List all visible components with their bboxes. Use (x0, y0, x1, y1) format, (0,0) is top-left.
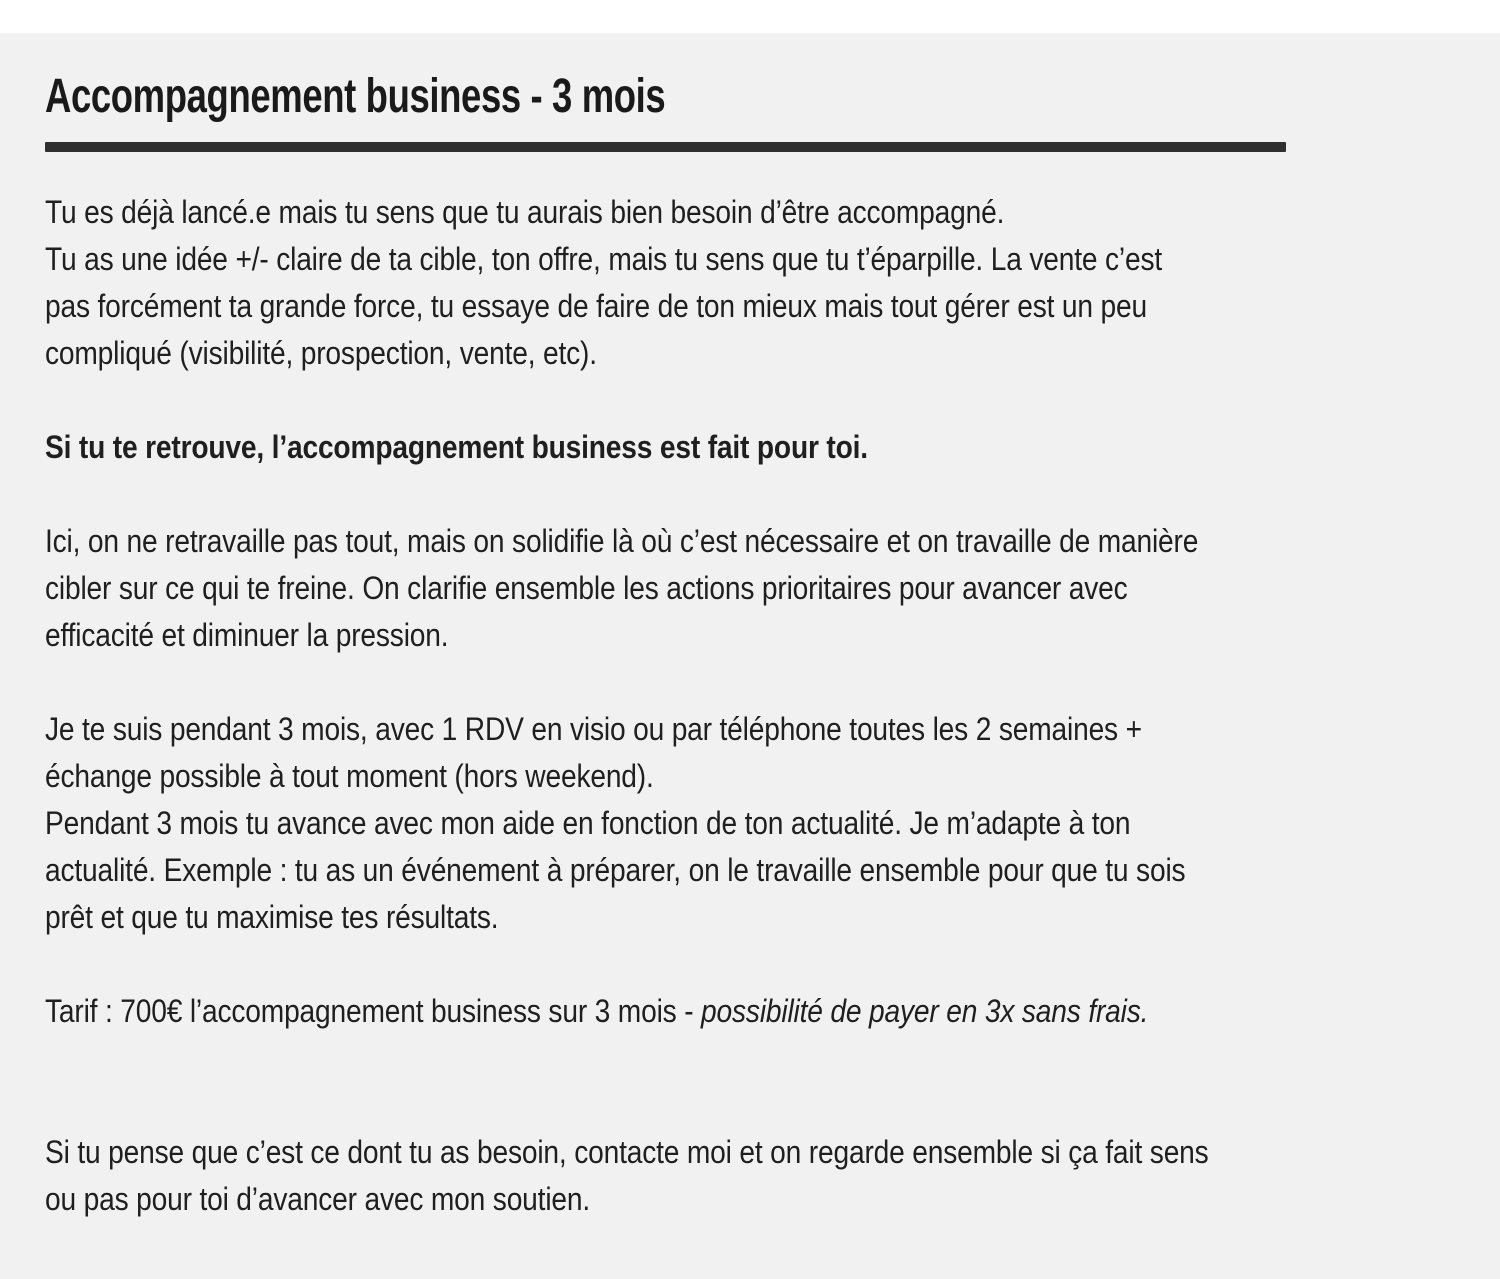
text-line: compliqué (visibilité, prospection, vente, etc). (45, 335, 597, 371)
text-line: Si tu pense que c’est ce dont tu as besoin, contacte moi et on regarde ensemble si ça fait sens (45, 1134, 1209, 1170)
text-line: prêt et que tu maximise tes résultats. (45, 899, 499, 935)
paragraph-intro (45, 189, 1286, 377)
paragraph-program (45, 706, 1286, 941)
text-line: Ici, on ne retravaille pas tout, mais on solidifie là où c’est nécessaire et on travaille de manière (45, 523, 1199, 559)
tarif-normal-text: Tarif : 700€ l’accompagnement business sur 3 mois - (45, 993, 702, 1029)
text-line: actualité. Exemple : tu as un événement à préparer, on le travaille ensemble pour que tu sois (45, 852, 1186, 888)
body-copy (45, 189, 1455, 1223)
page-title: Accompagnement business - 3 mois (45, 70, 666, 123)
paragraph-hook (45, 424, 1286, 471)
text-line: Tu as une idée +/- claire de ta cible, ton offre, mais tu sens que tu t’éparpille. La vente c’est (45, 241, 1163, 277)
text-line: échange possible à tout moment (hors weekend). (45, 758, 654, 794)
paragraph-method (45, 518, 1286, 659)
paragraph-tarif (45, 988, 1286, 1035)
paragraph-outro (45, 1129, 1286, 1223)
text-line: efficacité et diminuer la pression. (45, 617, 449, 653)
title-divider (45, 142, 1286, 152)
content-panel (0, 33, 1500, 1279)
text-line: Pendant 3 mois tu avance avec mon aide en fonction de ton actualité. Je m’adapte à ton (45, 805, 1131, 841)
text-line: pas forcément ta grande force, tu essaye de faire de ton mieux mais tout gérer est un peu (45, 288, 1147, 324)
text-line: Je te suis pendant 3 mois, avec 1 RDV en visio ou par téléphone toutes les 2 semaines + (45, 711, 1142, 747)
text-line: cibler sur ce qui te freine. On clarifie ensemble les actions prioritaires pour avancer avec (45, 570, 1128, 606)
tarif-italic-text: possibilité de payer en 3x sans frais. (701, 993, 1149, 1029)
text-line: ou pas pour toi d’avancer avec mon soutien. (45, 1181, 591, 1217)
text-line: Si tu te retrouve, l’accompagnement business est fait pour toi. (45, 429, 868, 465)
text-line: Tu es déjà lancé.e mais tu sens que tu aurais bien besoin d’être accompagné. (45, 194, 1005, 230)
